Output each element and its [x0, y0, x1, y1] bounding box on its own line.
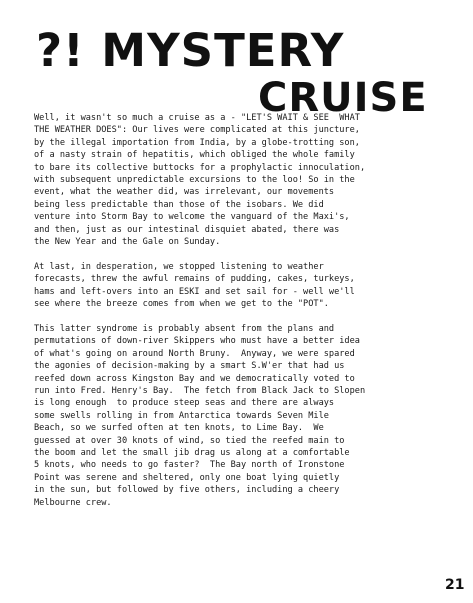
text-line: permutations of down-river Skippers who must have a better idea [34, 336, 360, 347]
text-line: venture into Storm Bay to welcome the vanguard of the Maxi's, [34, 212, 350, 223]
text-line: event, what the weather did, was irrelevant, our movements [34, 187, 335, 198]
text-line: Beach, so we surfed often at ten knots, to Lime Bay. We [34, 423, 324, 434]
heading-line-1: ?! MYSTERY [36, 24, 345, 77]
text-line: forecasts, threw the awful remains of pudding, cakes, turkeys, [34, 274, 355, 285]
text-line: see where the breeze comes from when we get to the "POT". [34, 299, 329, 310]
paragraph-2 [34, 261, 454, 311]
text-line: run into Fred. Henry's Bay. The fetch from Black Jack to Slopen [34, 385, 366, 396]
text-line: by the illegal importation from India, by a globe-trotting son, [34, 137, 360, 148]
heading-line-2: CRUISE [258, 75, 428, 121]
text-line: Melbourne crew. [34, 497, 112, 508]
text-line: the boom and let the small jib drag us along at a comfortable [34, 447, 350, 458]
text-line: guessed at over 30 knots of wind, so tied the reefed main to [34, 435, 345, 446]
article-body [34, 112, 454, 521]
paragraph-1 [34, 112, 454, 248]
text-line: and then, just as our intestinal disquiet abated, there was [34, 224, 340, 235]
text-line: is long enough to produce steep seas and there are always [34, 398, 335, 409]
text-line: reefed down across Kingston Bay and we democratically voted to [34, 373, 355, 384]
text-line: of what's going on around North Bruny. Anyway, we were spared [34, 348, 355, 359]
text-line: the agonies of decision-making by a smart S.W'er that had us [34, 361, 345, 372]
text-line: being less predictable than those of the isobars. We did [34, 199, 324, 210]
page-number: 21 [445, 577, 465, 593]
text-line: THE WEATHER DOES": Our lives were complicated at this juncture, [34, 125, 360, 136]
text-line: some swells rolling in from Antarctica towards Seven Mile [34, 410, 329, 421]
text-line: the New Year and the Gale on Sunday. [34, 237, 221, 248]
text-line: in the sun, but followed by five others, including a cheery [34, 485, 340, 496]
text-line: hams and left-overs into an ESKI and set sail for - well we'll [34, 286, 355, 297]
text-line: to bare its collective buttocks for a prophylactic innoculation, [34, 162, 366, 173]
text-line: with subsequent unpredictable excursions to the loo! So in the [34, 175, 355, 186]
text-line: Point was serene and sheltered, only one boat lying quietly [34, 472, 340, 483]
paragraph-3 [34, 323, 454, 509]
text-line: This latter syndrome is probably absent from the plans and [34, 323, 335, 334]
text-line: Well, it wasn't so much a cruise as a - "LET'S WAIT & SEE WHAT [34, 113, 360, 123]
text-line: 5 knots, who needs to go faster? The Bay north of Ironstone [34, 460, 345, 471]
text-line: At last, in desperation, we stopped listening to weather [34, 261, 324, 272]
text-line: of a nasty strain of hepatitis, which obliged the whole family [34, 150, 355, 161]
